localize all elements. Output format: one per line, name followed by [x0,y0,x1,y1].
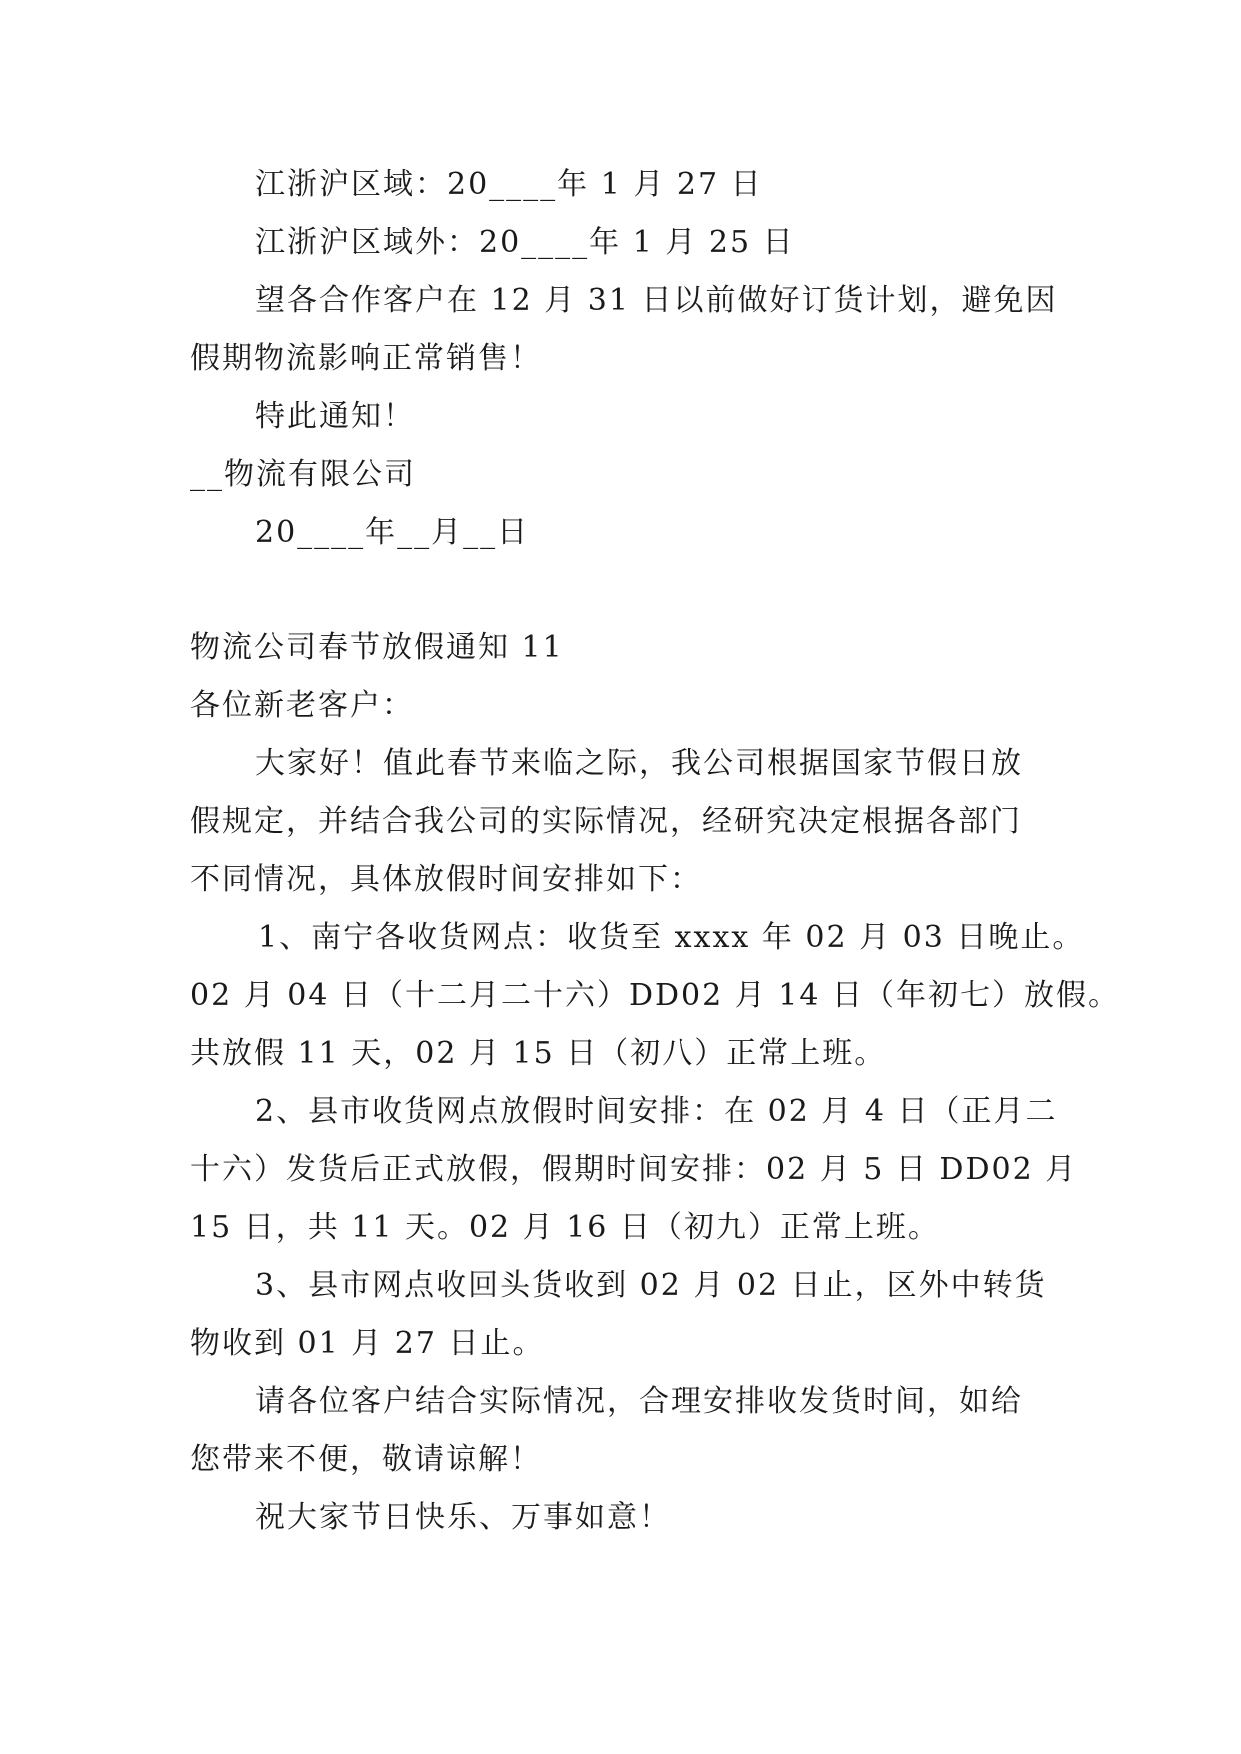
notice-title: 物流公司春节放假通知 11 [190,630,564,665]
greeting: 各位新老客户： [190,688,414,723]
signature-date: 20____年__月__日 [255,515,530,550]
order-plan-line-cont: 假期物流影响正常销售！ [190,341,542,376]
closing-wishes: 祝大家节日快乐、万事如意！ [255,1500,671,1535]
outside-region-date-line: 江浙沪区域外：20____年 1 月 25 日 [255,225,795,260]
region-date-line: 江浙沪区域：20____年 1 月 27 日 [255,167,763,202]
item-1-cont: 共放假 11 天，02 月 15 日（初八）正常上班。 [190,1036,887,1071]
paragraph-intro: 大家好！值此春节来临之际，我公司根据国家节假日放 [255,746,1023,781]
paragraph-request: 请各位客户结合实际情况，合理安排收发货时间，如给 [255,1384,1023,1419]
item-1: 1、南宁各收货网点：收货至 xxxx 年 02 月 03 日晚止。 [258,920,1085,955]
item-1-cont: 02 月 04 日（十二月二十六）DD02 月 14 日（年初七）放假。 [190,978,1121,1013]
notice-end: 特此通知！ [255,399,415,434]
paragraph-intro-cont: 假规定，并结合我公司的实际情况，经研究决定根据各部门 [190,804,1022,839]
item-2: 2、县市收货网点放假时间安排：在 02 月 4 日（正月二 [255,1094,1058,1129]
item-3: 3、县市网点收回头货收到 02 月 02 日止，区外中转货 [255,1268,1047,1303]
paragraph-intro-cont: 不同情况，具体放假时间安排如下： [190,862,702,897]
order-plan-line: 望各合作客户在 12 月 31 日以前做好订货计划，避免因 [255,283,1058,318]
company-name: __物流有限公司 [190,457,416,492]
paragraph-request-cont: 您带来不便，敬请谅解！ [190,1442,542,1477]
item-3-cont: 物收到 01 月 27 日止。 [190,1326,545,1361]
item-2-cont: 十六）发货后正式放假，假期时间安排：02 月 5 日 DD02 月 [190,1152,1078,1187]
item-2-cont: 15 日，共 11 天。02 月 16 日（初九）正常上班。 [190,1210,940,1245]
